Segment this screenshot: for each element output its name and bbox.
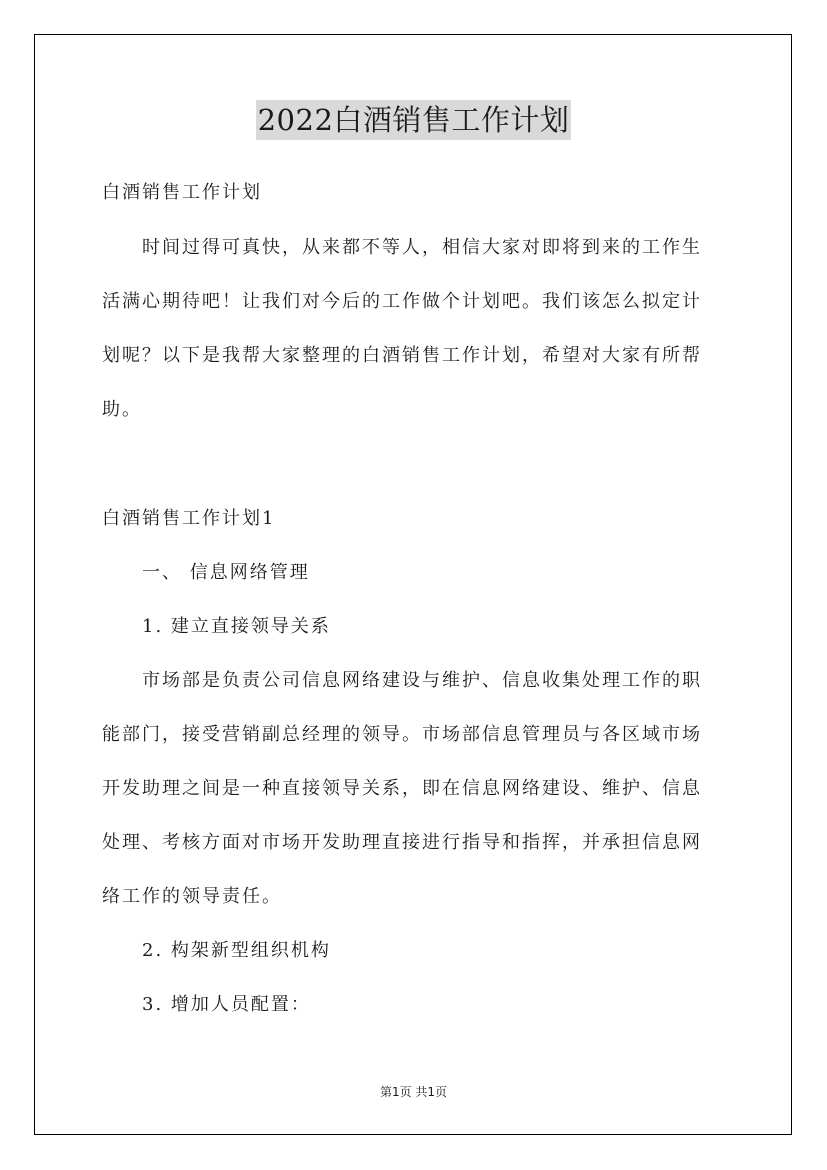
section-item: 3. 增加人员配置：: [142, 994, 311, 1015]
paragraph-line: 开发助理之间是一种直接领导关系，即在信息网络建设、维护、信息: [102, 778, 702, 799]
paragraph-line: 时间过得可真快，从来都不等人，相信大家对即将到来的工作生: [142, 237, 702, 258]
paragraph-line: 划呢？以下是我帮大家整理的白酒销售工作计划，希望对大家有所帮: [102, 345, 702, 366]
document-title: 2022白酒销售工作计划: [256, 100, 572, 140]
paragraph-line: 处理、考核方面对市场开发助理直接进行指导和指挥，并承担信息网: [102, 832, 702, 853]
paragraph-line: 活满心期待吧！让我们对今后的工作做个计划吧。我们该怎么拟定计: [102, 291, 702, 312]
section-item: 2. 构架新型组织机构: [142, 940, 331, 961]
section-heading: 白酒销售工作计划1: [102, 508, 276, 529]
paragraph-line: 能部门，接受营销副总经理的领导。市场部信息管理员与各区域市场: [102, 724, 702, 745]
paragraph-line: 助。: [102, 399, 142, 420]
page-footer: 第1页 共1页: [379, 1085, 448, 1099]
subtitle: 白酒销售工作计划: [102, 182, 262, 203]
paragraph-line: 络工作的领导责任。: [102, 886, 282, 907]
title-container: [0, 100, 827, 140]
paragraph-line: 市场部是负责公司信息网络建设与维护、信息收集处理工作的职: [142, 670, 702, 691]
section-item: 1. 建立直接领导关系: [142, 616, 331, 637]
section-item: 一、 信息网络管理: [142, 562, 310, 583]
